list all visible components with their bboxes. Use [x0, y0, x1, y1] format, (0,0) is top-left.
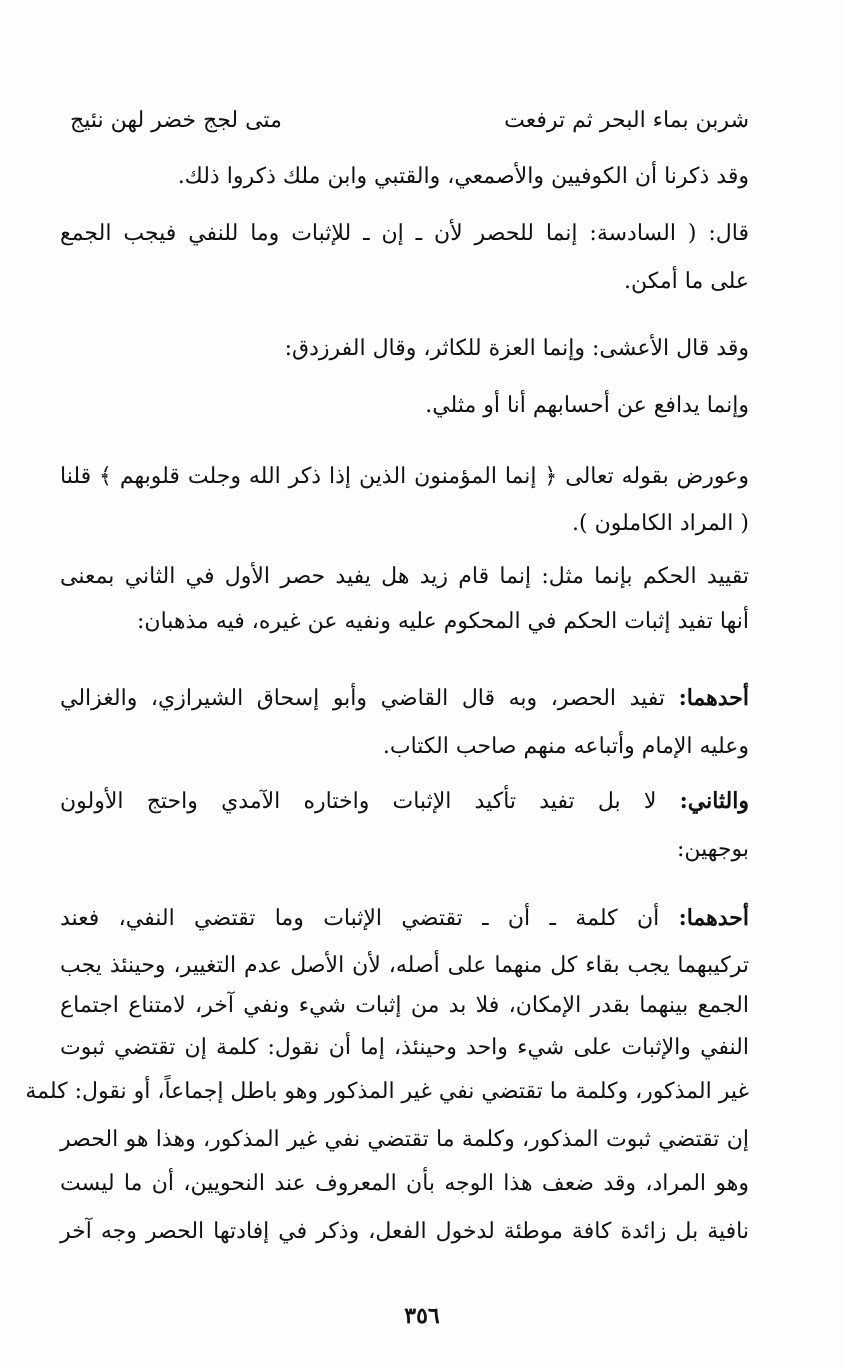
- paragraph-line: نافية بل زائدة كافة موطئة لدخول الفعل، وذكر في إفادتها الحصر وجه آخر: [60, 1219, 749, 1244]
- paragraph-line: قال: ( السادسة: إنما للحصر لأن ـ إن ـ للإثبات وما للنفي فيجب الجمع: [60, 221, 749, 246]
- paragraph-text: لا بل تفيد تأكيد الإثبات واختاره الآمدي واحتج الأولون: [60, 789, 657, 814]
- paragraph-heading: أحدهما:: [678, 905, 749, 931]
- paragraph-line: وإنما يدافع عن أحسابهم أنا أو مثلي.: [425, 393, 749, 418]
- paragraph-line: على ما أمكن.: [623, 269, 749, 294]
- paragraph-line: [60, 788, 749, 816]
- paragraph-line: الجمع بينهما بقدر الإمكان، فلا بد من إثبات شيء ونفي آخر، لامتناع اجتماع: [60, 993, 749, 1018]
- paragraph-line: ( المراد الكاملون ).: [572, 511, 749, 536]
- page-number: ٣٥٦: [404, 1303, 440, 1329]
- paragraph-heading: والثاني:: [679, 788, 749, 814]
- paragraph-line: غير المذكور، وكلمة ما تقتضي نفي غير المذكور وهو باطل إجماعاً، أو نقول: كلمة: [25, 1079, 749, 1104]
- paragraph-line: وعورض بقوله تعالى ﴿ إنما المؤمنون الذين إذا ذكر الله وجلت قلوبهم ﴾ قلنا: [60, 464, 749, 489]
- paragraph-line: وقد ذكرنا أن الكوفيين والأصمعي، والقتبي وابن ملك ذكروا ذلك.: [177, 164, 749, 189]
- verse-second-hemistich: متى لجج خضر لهن نئيج: [70, 108, 282, 133]
- paragraph-line: بوجهين:: [676, 837, 749, 862]
- paragraph-text: أن كلمة ـ أن ـ تقتضي الإثبات وما تقتضي النفي، فعند: [60, 906, 660, 931]
- paragraph-line: أنها تفيد إثبات الحكم في المحكوم عليه ونفيه عن غيره، فيه مذهبان:: [137, 609, 749, 634]
- paragraph-line: وعليه الإمام وأتباعه منهم صاحب الكتاب.: [382, 734, 749, 759]
- paragraph-line: إن تقتضي ثبوت المذكور، وكلمة ما تقتضي نفي غير المذكور، وهذا هو الحصر: [60, 1127, 749, 1152]
- paragraph-text: تفيد الحصر، وبه قال القاضي وأبو إسحاق الشيرازي، والغزالي: [60, 686, 666, 711]
- paragraph-line: [60, 685, 749, 713]
- paragraph-line: وهو المراد، وقد ضعف هذا الوجه بأن المعروف عند النحويين، أن ما ليست: [60, 1171, 749, 1196]
- paragraph-line: [60, 905, 749, 933]
- paragraph-line: وقد قال الأعشى: وإنما العزة للكاثر، وقال الفرزدق:: [284, 336, 749, 361]
- paragraph-line: النفي والإثبات على شيء واحد وحينئذ، إما أن نقول: كلمة إن تقتضي ثبوت: [60, 1035, 749, 1060]
- verse-first-hemistich: شربن بماء البحر ثم ترفعت: [504, 108, 749, 133]
- paragraph-line: تقييد الحكم بإنما مثل: إنما قام زيد هل يفيد حصر الأول في الثاني بمعنى: [60, 564, 749, 589]
- paragraph-heading: أحدهما:: [678, 685, 749, 711]
- paragraph-line: تركيبهما يجب بقاء كل منهما على أصله، لأن الأصل عدم التغيير، وحينئذ يجب: [60, 953, 749, 978]
